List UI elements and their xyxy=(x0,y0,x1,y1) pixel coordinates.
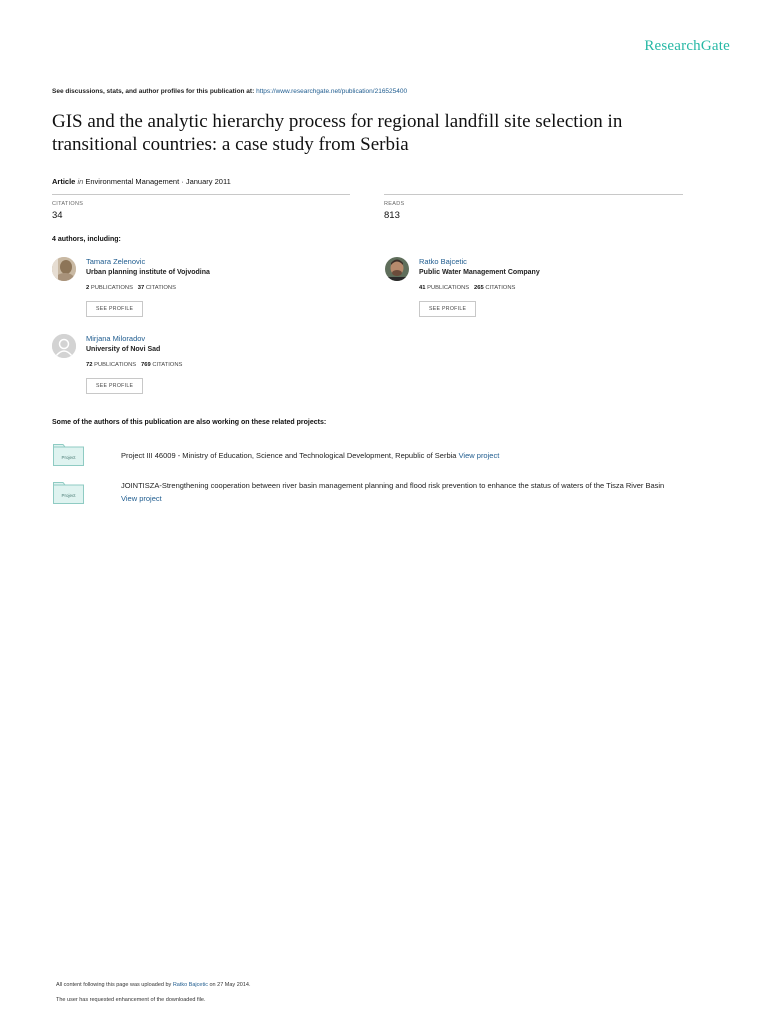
citations-count: 769 xyxy=(141,362,151,368)
discussions-prefix: See discussions, stats, and author profiles for this publication at: xyxy=(52,88,255,95)
article-type: Article xyxy=(52,177,76,186)
journal-date: Environmental Management · January 2011 xyxy=(85,177,231,186)
author-stats xyxy=(86,285,176,291)
article-meta xyxy=(52,177,231,186)
upload-prefix: All content following this page was uploaded by xyxy=(56,982,172,988)
see-profile-button[interactable]: SEE PROFILE xyxy=(86,301,143,317)
author-affiliation: Public Water Management Company xyxy=(419,269,540,276)
citations-label: CITATIONS xyxy=(145,285,176,291)
discussions-line xyxy=(52,88,407,95)
folder-icon xyxy=(53,482,84,504)
uploader-link[interactable]: Ratko Bajcetic xyxy=(172,982,208,988)
publications-label: PUBLICATIONS xyxy=(90,285,133,291)
view-project-link[interactable]: View project xyxy=(458,451,500,460)
author-affiliation: University of Novi Sad xyxy=(86,346,161,353)
authors-heading: 4 authors, including: xyxy=(52,236,121,243)
enhancement-note: The user has requested enhancement of the downloaded file. xyxy=(56,997,206,1003)
paper-title: GIS and the analytic hierarchy process for regional landfill site selection in transitional countries: a case study from Serbia xyxy=(52,111,623,155)
publications-count: 41 xyxy=(419,285,426,291)
citations-count: 37 xyxy=(137,285,145,291)
project-tag: Project xyxy=(61,455,76,460)
reads-count: 813 xyxy=(384,210,400,221)
author-stats xyxy=(86,362,182,368)
publications-label: PUBLICATIONS xyxy=(427,285,470,291)
project-item xyxy=(121,480,711,505)
publications-count: 2 xyxy=(86,285,90,291)
upload-date: on 27 May 2014. xyxy=(209,982,251,988)
author-name-link[interactable]: Ratko Bajcetic xyxy=(419,257,467,266)
related-projects-heading: Some of the authors of this publication are also working on these related projects: xyxy=(52,419,327,426)
upload-note xyxy=(56,982,250,988)
project-tag: Project xyxy=(61,493,76,498)
publication-url-link[interactable]: https://www.researchgate.net/publication/216525400 xyxy=(256,88,408,95)
researchgate-logo[interactable]: ResearchGate xyxy=(644,38,730,54)
author-stats xyxy=(419,285,515,291)
citations-label: CITATIONS xyxy=(152,362,183,368)
divider xyxy=(384,194,683,195)
citations-count: 265 xyxy=(474,285,484,291)
article-in: in xyxy=(77,177,84,186)
publications-label: PUBLICATIONS xyxy=(94,362,137,368)
project-description: Project III 46009 - Ministry of Education, Science and Technological Development, Republic of Serbia xyxy=(121,451,457,460)
divider xyxy=(52,194,350,195)
author-avatar[interactable] xyxy=(52,257,76,281)
folder-icon xyxy=(53,444,84,466)
publications-count: 72 xyxy=(86,362,93,368)
default-avatar-icon[interactable] xyxy=(52,334,76,358)
author-name-link[interactable]: Mirjana Miloradov xyxy=(86,334,146,343)
author-avatar[interactable] xyxy=(385,257,409,281)
project-description: JOINTISZA-Strengthening cooperation between river basin management planning and flood risk prevention to enhance the status of waters of the Tisza River Basin xyxy=(121,481,665,490)
see-profile-button[interactable]: SEE PROFILE xyxy=(86,378,143,394)
citations-label: CITATIONS xyxy=(485,285,516,291)
citations-label: CITATIONS xyxy=(52,201,84,207)
reads-label: READS xyxy=(384,201,405,207)
citations-count: 34 xyxy=(52,210,63,221)
author-name-link[interactable]: Tamara Zelenovic xyxy=(86,257,146,266)
project-item xyxy=(121,450,711,463)
view-project-link[interactable]: View project xyxy=(121,493,162,503)
see-profile-button[interactable]: SEE PROFILE xyxy=(419,301,476,317)
author-affiliation: Urban planning institute of Vojvodina xyxy=(86,269,210,276)
